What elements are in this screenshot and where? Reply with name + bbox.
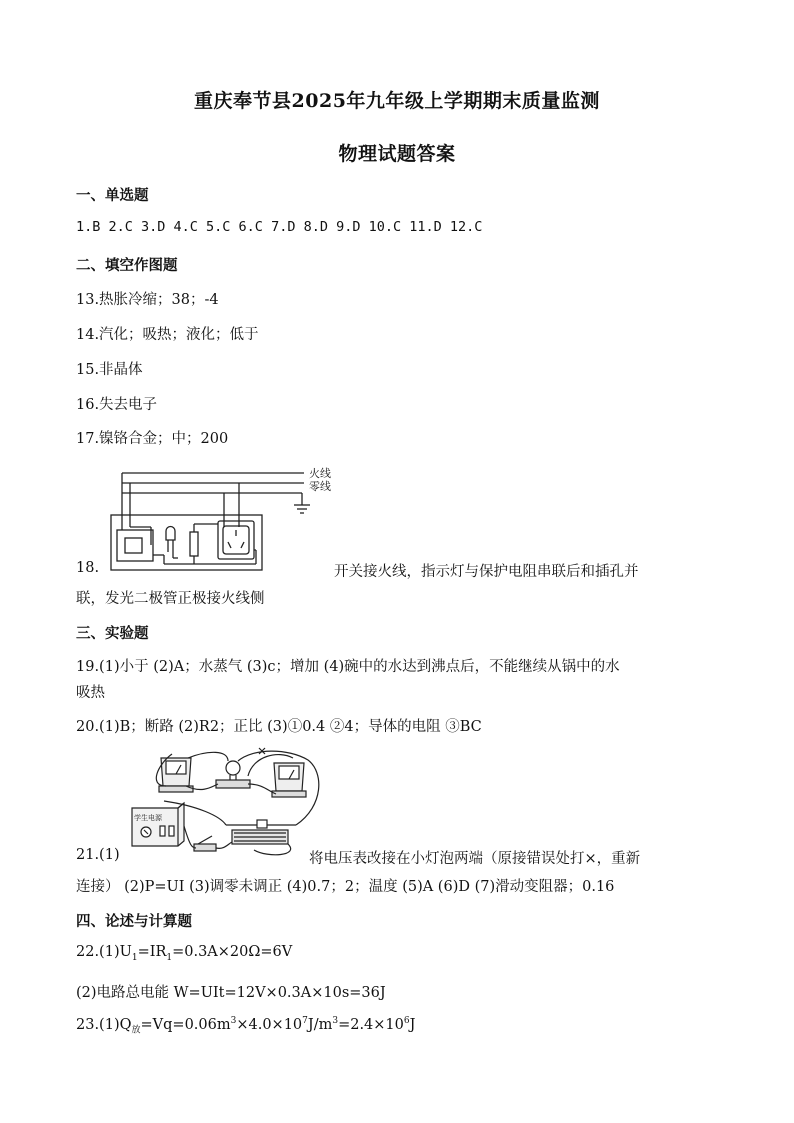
answer-q1-12: 1.B 2.C 3.D 4.C 5.C 6.C 7.D 8.D 9.D 10.C 11.D 12.C xyxy=(76,219,483,235)
answer-q19-line2: 吸热 xyxy=(76,685,105,701)
document-title: 重庆奉节县2025年九年级上学期期末质量监测 xyxy=(194,90,600,112)
q23-text: J xyxy=(409,1016,416,1033)
answer-q21-text-line2: 连接） (2)P=UI (3)调零未调正 (4)0.7；2；温度 (5)A (6)D (7)滑动变阻器；0.16 xyxy=(76,879,615,895)
q23-subscript: 放 xyxy=(131,1025,141,1036)
answer-q23-part1 xyxy=(76,1016,415,1036)
section-heading-single-choice: 一、单选题 xyxy=(76,187,149,204)
q22-text: =0.3A×20Ω=6V xyxy=(172,944,293,960)
answer-q13: 13.热胀冷缩；38；-4 xyxy=(76,292,219,308)
section-heading-calculation: 四、论述与计算题 xyxy=(76,913,192,930)
q23-superscript: 6 xyxy=(403,1016,410,1026)
answer-q22-part2: (2)电路总电能 W=UIt=12V×0.3A×10s=36J xyxy=(76,985,386,1001)
switch xyxy=(125,538,142,553)
q23-superscript: 3 xyxy=(230,1016,237,1026)
q23-text: J/m xyxy=(307,1016,333,1033)
led-indicator xyxy=(166,527,175,541)
q23-text: =Vq=0.06m xyxy=(140,1016,231,1033)
answer-q18-number: 18. xyxy=(76,560,100,576)
answer-q21-number: 21.(1) xyxy=(76,847,120,863)
q23-superscript: 7 xyxy=(302,1016,308,1026)
switch-box xyxy=(117,530,153,561)
answer-q14: 14.汽化；吸热；液化；低于 xyxy=(76,327,259,343)
answer-q18-text-line2: 联，发光二极管正极接火线侧 xyxy=(76,591,265,607)
q23-superscript: 3 xyxy=(332,1016,339,1026)
answer-q15: 15.非晶体 xyxy=(76,362,143,378)
neutral-wire-label: 零线 xyxy=(309,480,331,493)
live-wire-label: 火线 xyxy=(309,467,331,480)
figure-18-wiring-diagram xyxy=(106,460,338,580)
q22-subscript: 1 xyxy=(131,952,138,963)
answer-q22-part1 xyxy=(76,944,292,963)
q23-text: 23.(1)Q xyxy=(76,1016,132,1033)
section-heading-experiment: 三、实验题 xyxy=(76,625,149,642)
power-supply-label: 学生电源 xyxy=(134,814,162,822)
q22-text: =IR xyxy=(137,944,167,960)
protection-resistor xyxy=(190,532,198,556)
q23-text: ×4.0×10 xyxy=(236,1016,303,1033)
answer-q17: 17.镍铬合金；中；200 xyxy=(76,431,229,447)
answer-q21-text-line1: 将电压表改接在小灯泡两端（原接错误处打×，重新 xyxy=(309,851,641,867)
q23-text: =2.4×10 xyxy=(338,1016,404,1033)
answer-q18-text-line1: 开关接火线，指示灯与保护电阻串联后和插孔并 xyxy=(334,564,639,580)
light-bulb xyxy=(226,761,240,775)
document-subtitle: 物理试题答案 xyxy=(338,143,456,165)
answer-q19-line1: 19.(1)小于 (2)A；水蒸气 (3)c；增加 (4)碗中的水达到沸点后，不能继续从锅中的水 xyxy=(76,659,620,675)
student-power-supply xyxy=(132,803,184,846)
switch xyxy=(194,844,216,851)
q22-text: 22.(1)U xyxy=(76,944,132,960)
rheostat-slider xyxy=(257,820,267,828)
figure-21-experiment-circuit xyxy=(128,746,330,864)
answer-q20: 20.(1)B；断路 (2)R2；正比 (3)①0.4 ②4；导体的电阻 ③BC xyxy=(76,719,482,735)
answer-q16: 16.失去电子 xyxy=(76,397,158,413)
section-heading-fill-draw: 二、填空作图题 xyxy=(76,257,178,274)
q22-subscript: 1 xyxy=(166,952,173,963)
bulb-holder xyxy=(216,780,250,788)
